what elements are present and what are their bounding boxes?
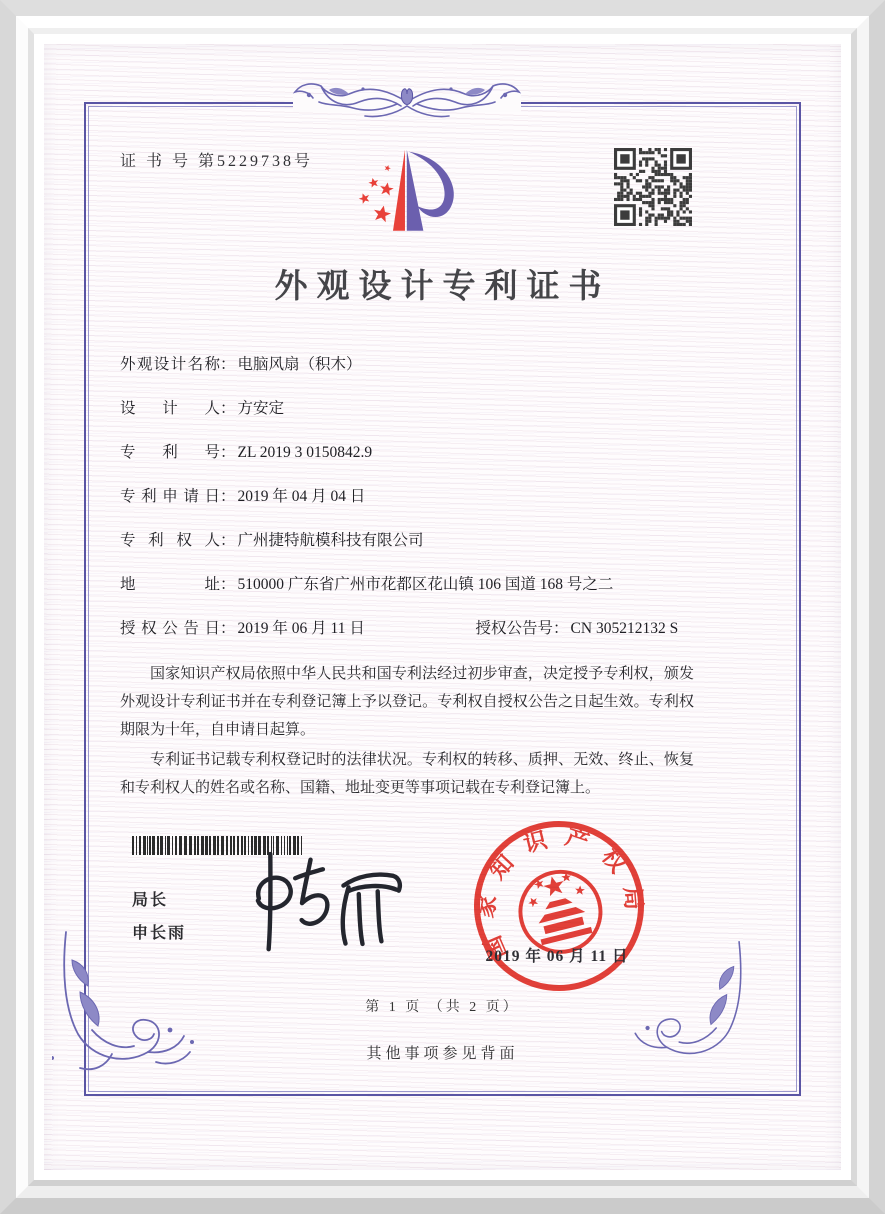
colon: ： — [220, 532, 236, 549]
qr-code-icon — [614, 148, 692, 226]
field-value: 方安定 — [237, 400, 285, 417]
colon: ： — [220, 576, 236, 593]
border-ornament-top-icon — [279, 64, 535, 126]
field-value: 2019 年 04 月 04 日 — [237, 488, 366, 505]
colon: ： — [220, 400, 236, 417]
field-patentee — [120, 526, 785, 555]
colon: ： — [220, 356, 236, 373]
field-design-name — [120, 350, 785, 379]
official-seal-icon — [469, 816, 649, 996]
signer-title: 局长 — [132, 892, 169, 909]
field-label-2: 授权公告号 — [475, 620, 554, 637]
signature-icon — [242, 843, 421, 959]
certificate-paper — [44, 44, 841, 1170]
footer-note: 其他事项参见背面 — [366, 1046, 519, 1062]
field-patent-number — [120, 438, 785, 467]
field-label: 地址 — [120, 576, 220, 593]
field-designer — [120, 394, 785, 423]
field-value: 2019 年 06 月 11 日 — [237, 620, 365, 637]
field-label: 授权公告日 — [120, 620, 220, 637]
field-value: ZL 2019 3 0150842.9 — [237, 444, 373, 461]
colon: ： — [220, 444, 236, 461]
signer-name: 申长雨 — [132, 925, 187, 942]
colon: ： — [220, 488, 236, 505]
field-value: 广州捷特航模科技有限公司 — [237, 532, 424, 549]
legal-paragraph-2: 专利证书记载专利权登记时的法律状况。专利权的转移、质押、无效、终止、恢复和专利权人的姓名或名称、国籍、地址变更等事项记载在专利登记簿上。 — [120, 752, 694, 796]
cnipa-logo-icon — [347, 136, 485, 250]
field-label: 专利号 — [120, 444, 220, 461]
field-label: 设计人 — [120, 400, 220, 417]
legal-paragraph-1: 国家知识产权局依照中华人民共和国专利法经过初步审查，决定授予专利权，颁发外观设计专利证书并在专利登记簿上予以登记。专利权自授权公告之日起生效。专利权期限为十年，自申请日起算。 — [120, 666, 694, 738]
field-value-2: CN 305212132 S — [570, 620, 679, 637]
field-label: 专利权人 — [120, 532, 220, 549]
colon: ： — [553, 620, 569, 637]
field-value: 510000 广东省广州市花都区花山镇 106 国道 168 号之二 — [237, 576, 614, 593]
field-filing-date — [120, 482, 785, 511]
border-ornament-bottom-left-icon — [52, 930, 212, 1080]
field-label: 外观设计名称 — [120, 356, 220, 373]
field-label: 专利申请日 — [120, 488, 220, 505]
field-grant-date-and-number — [120, 614, 785, 643]
certificate-fields — [120, 350, 785, 658]
page-info: 第 1 页 （共 2 页） — [365, 1000, 520, 1015]
field-address — [120, 570, 785, 599]
colon: ： — [220, 620, 236, 637]
certificate-title: 外观设计专利证书 — [274, 269, 611, 305]
certificate-number: 证 书 号 第5229738号 — [120, 153, 314, 170]
legal-text — [120, 660, 694, 804]
seal-date: 2019 年 06 月 11 日 — [485, 948, 629, 965]
field-value: 电脑风扇（积木） — [237, 356, 362, 373]
seal-text: 国家知识产权局 — [472, 823, 648, 964]
